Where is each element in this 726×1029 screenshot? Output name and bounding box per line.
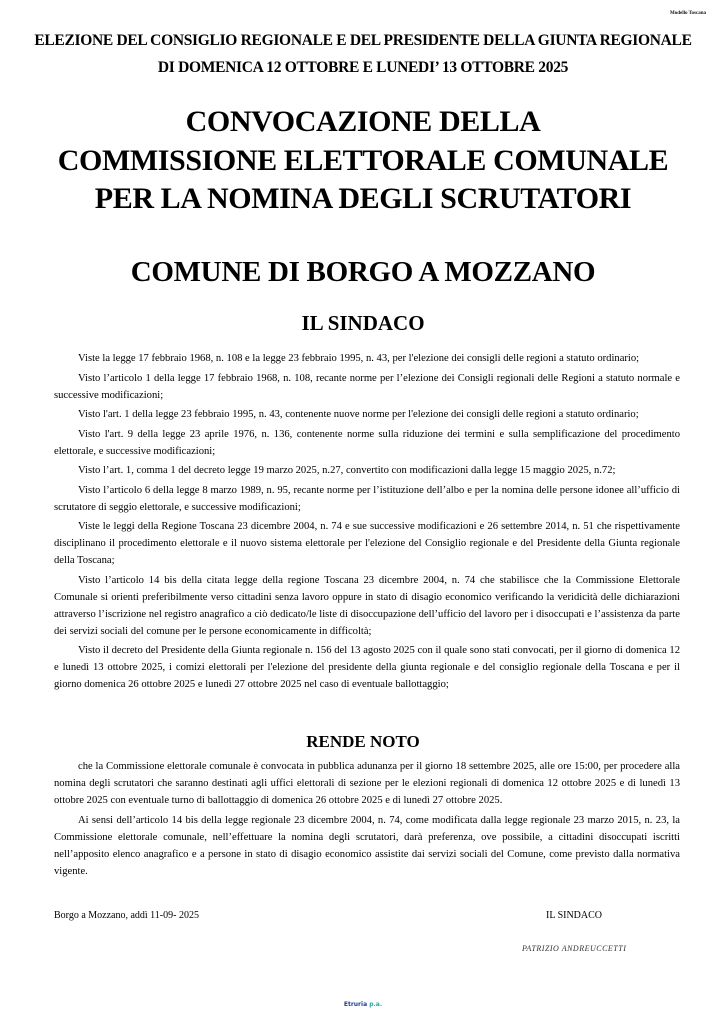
rende-noto-paragraph: che la Commissione elettorale comunale è convocata in pubblica adunanza per il giorno 18 settembre 2025, alle ore 15:00, per procedere alla nomina degli scrutatori che saranno destinati agli uffici elettorali di sezione per le elezioni regionali di domenica 12 ottobre 2025 e di lunedì 13 ottobre 2025 con eventuale turno di ballottaggio di domenica 26 ottobre 2025 e di lunedì 27 ottobre 2025.	[54, 761, 680, 806]
premise-paragraph: Viste la legge 17 febbraio 1968, n. 108 e la legge 23 febbraio 1995, n. 43, per l'elezione dei consigli delle regioni a statuto ordinario;	[78, 353, 640, 364]
issuer-heading: IL SINDACO	[301, 311, 425, 335]
comune-heading: COMUNE DI BORGO A MOZZANO	[130, 256, 596, 288]
election-header-line1: ELEZIONE DEL CONSIGLIO REGIONALE E DEL PRESIDENTE DELLA GIUNTA REGIONALE	[34, 32, 692, 49]
premise-paragraph: Visto l’art. 1, comma 1 del decreto legge 19 marzo 2025, n.27, convertito con modificazioni dalla legge 15 maggio 2025, n.72;	[78, 465, 616, 476]
premise-paragraph: Visto l'art. 9 della legge 23 aprile 1976, n. 136, contenente norme sulla riduzione dei termini e sulla semplificazione del procedimento elettorale, e successive modificazioni;	[54, 428, 680, 457]
place-date: Borgo a Mozzano, addì 11-09- 2025	[54, 910, 199, 921]
premise-paragraph: Visto l’articolo 6 della legge 8 marzo 1989, n. 95, recante norme per l’istituzione dell’albo e per la nomina delle persone idonee all’ufficio di scrutatore di seggio elettorale, e successive modificazioni;	[54, 484, 680, 513]
signature-name: PATRIZIO ANDREUCCETTI	[522, 944, 627, 953]
rende-noto-heading: RENDE NOTO	[306, 732, 420, 751]
premise-paragraph: Viste le leggi della Regione Toscana 23 dicembre 2004, n. 74 e sue successive modificazioni e 26 settembre 2014, n. 51 che rispettivamente disciplinano il procedimento elettorale e il nuovo sistema elettorale per l'elezione del Consiglio regionale e del Presidente della Giunta regionale della Toscana;	[54, 521, 680, 566]
footer-logo-part1: Etruria	[343, 1001, 368, 1008]
page-title-line2: COMMISSIONE ELETTORALE COMUNALE	[57, 144, 669, 177]
page-title-line3: PER LA NOMINA DEGLI SCRUTATORI	[94, 182, 632, 215]
premise-paragraph: Visto l’articolo 14 bis della citata legge della regione Toscana 23 dicembre 2004, n. 74 che stabilisce che la Commissione Elettorale Comunale si orienti preferibilmente verso cittadini senza lavoro oppure in stato di disagio economico verificando la veridicità delle dichiarazioni attraverso l’iscrizione nel registro anagrafico a ciò dedicato/le liste di disoccupazione dell’ufficio del lavoro per i disoccupati e l’assistenza da parte dei servizi sociali del comune per le persone economicamente in difficoltà;	[54, 574, 680, 637]
footer-logo	[20, 1001, 706, 1008]
model-tag: Modello Toscana	[670, 11, 706, 16]
rende-noto-paragraph: Ai sensi dell’articolo 14 bis della legge regionale 23 dicembre 2004, n. 74, come modificata dalla legge regionale 23 marzo 2015, n. 23, la Commissione elettorale comunale, nell’effettuare la nomina degli scrutatori, darà preferenza, ove possibile, a cittadini disoccupati iscritti nell’apposito elenco anagrafico e a persone in stato di disagio economico assistite dai servizi sociali del Comune, come previsto dalla normativa vigente.	[54, 814, 680, 877]
premise-paragraph: Visto l'art. 1 della legge 23 febbraio 1995, n. 43, contenente nuove norme per l'elezione dei consigli delle regioni a statuto ordinario;	[78, 409, 639, 420]
page-title-line1: CONVOCAZIONE DELLA	[185, 105, 541, 138]
premise-paragraph: Visto l’articolo 1 della legge 17 febbraio 1968, n. 108, recante norme per l’elezione dei Consigli regionali delle Regioni a statuto normale e successive modificazioni;	[54, 372, 680, 401]
rende-noto-section	[54, 758, 680, 882]
election-header-line2: DI DOMENICA 12 OTTOBRE E LUNEDI’ 13 OTTOBRE 2025	[157, 59, 569, 76]
premises-section	[54, 350, 680, 696]
signature-title: IL SINDACO	[546, 910, 603, 921]
footer-logo-part2: p.a.	[369, 1001, 383, 1008]
premise-paragraph: Visto il decreto del Presidente della Giunta regionale n. 156 del 13 agosto 2025 con il quale sono stati convocati, per il giorno di domenica 12 e lunedì 13 ottobre 2025, i comizi elettorali per l'elezione del presidente della giunta regionale e del consiglio regionale della Toscana e per il giorno domenica 26 ottobre 2025 e lunedì 27 ottobre 2025 nel caso di eventuale ballottaggio;	[54, 645, 680, 690]
